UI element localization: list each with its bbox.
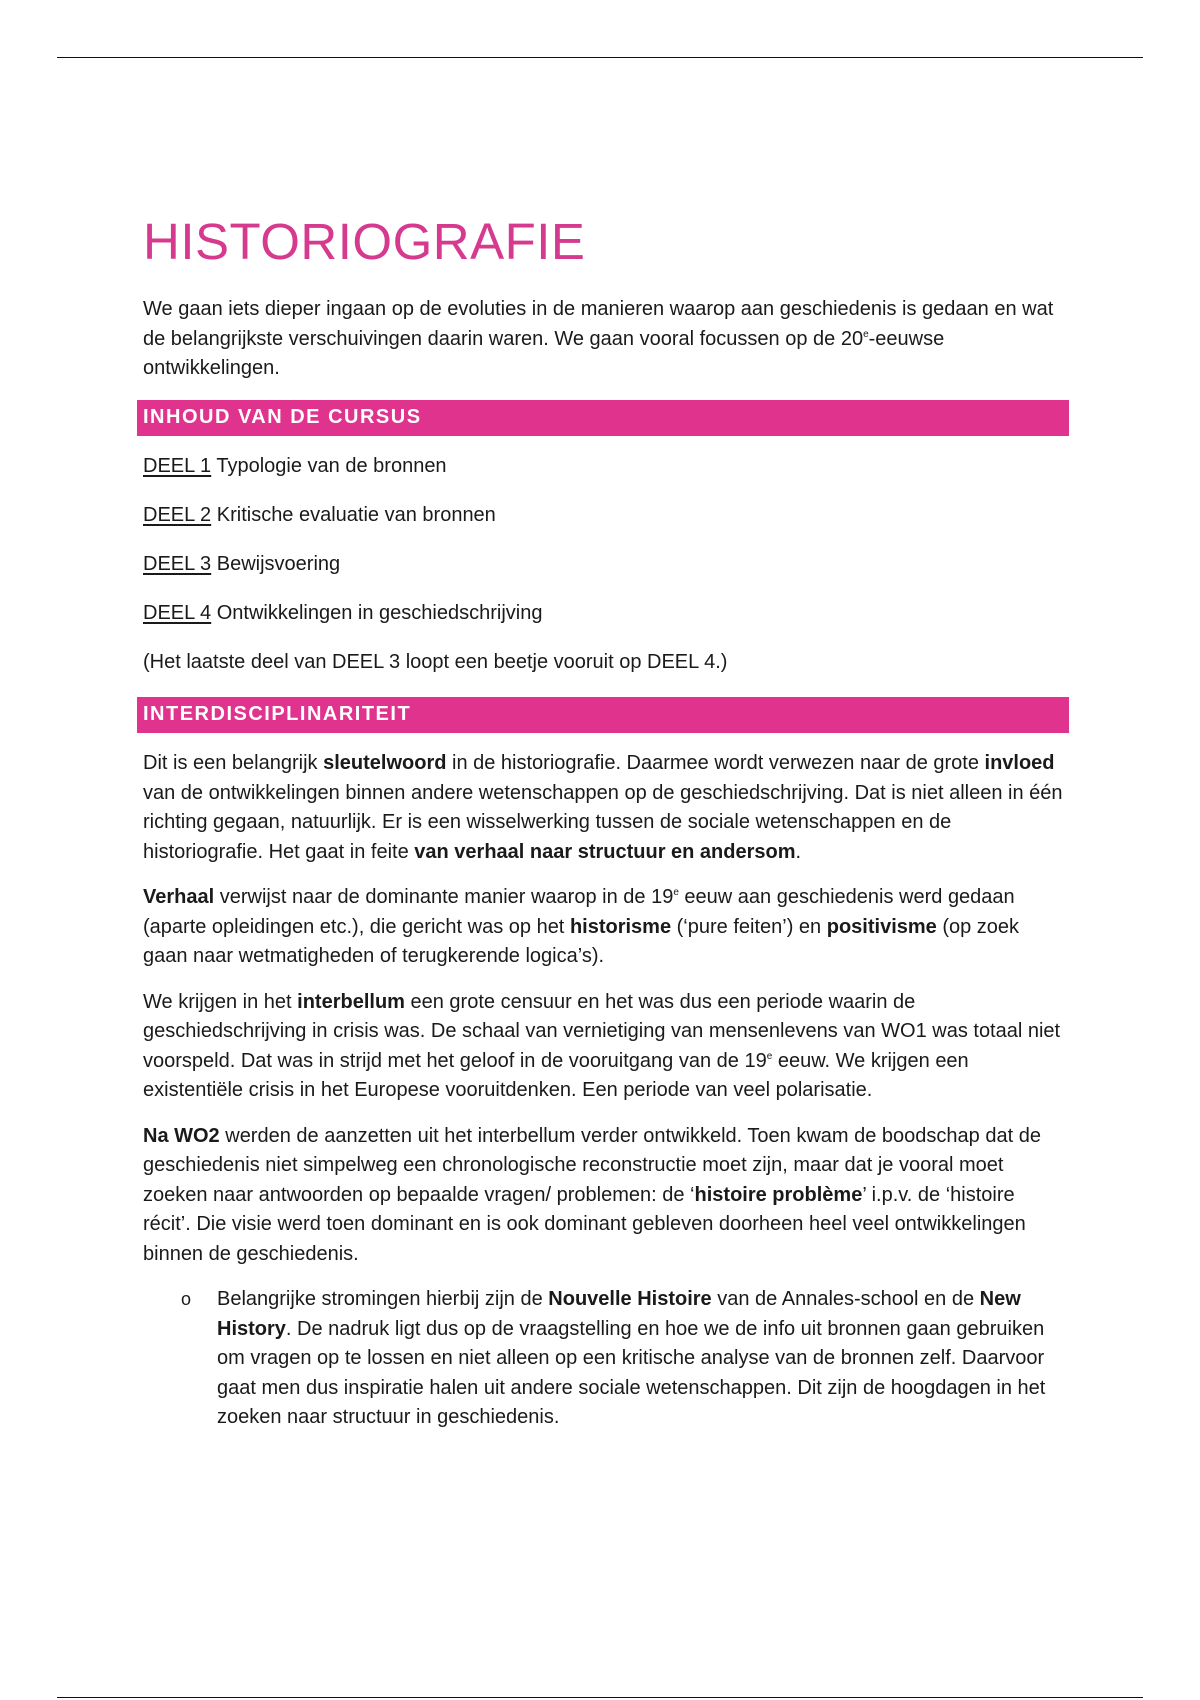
intro-paragraph: We gaan iets dieper ingaan op de evoluties in de manieren waarop aan geschiedenis is gedaan en wat de belangrijkste verschuivingen daarin waren. We gaan vooral focussen op de 20e-eeuwse ontwikkelingen. [143, 298, 1054, 379]
paragraph-interbellum: We krijgen in het interbellum een grote censuur en het was dus een periode waarin de geschiedschrijving in crisis was. De schaal van vernietiging van mensenlevens van WO1 was totaal niet voorspeld. Dat was in strijd met het geloof in de vooruitgang van de 19e eeuw. We krijgen een existentiële crisis in het Europese vooruitdenken. Een periode van veel polarisatie. [143, 990, 1061, 1101]
section-heading-interdisciplinarity: INTERDISCIPLINARITEIT [137, 697, 1069, 733]
course-part-3: DEEL 3 Bewijsvoering [143, 552, 341, 575]
page-title: HISTORIOGRAFIE [143, 213, 586, 270]
paragraph-na-wo2: Na WO2 werden de aanzetten uit het interbellum verder ontwikkeld. Toen kwam de boodschap dat de geschiedenis niet simpelweg een chronologische reconstructie moet zijn, maar dat je vooral moet zoeken naar antwoorden op bepaalde vragen/ problemen: de ‘histoire problème’ i.p.v. de ‘histoire récit’. Die visie werd toen dominant en is ook dominant gebleven doorheen heel veel ontwikkelingen binnen de geschiedenis. [143, 1124, 1041, 1265]
bullet-circle-icon: o [181, 1289, 192, 1309]
course-part-4: DEEL 4 Ontwikkelingen in geschiedschrijving [143, 601, 543, 624]
course-note: (Het laatste deel van DEEL 3 loopt een beetje vooruit op DEEL 4.) [143, 650, 728, 673]
course-part-2: DEEL 2 Kritische evaluatie van bronnen [143, 503, 496, 526]
section-heading-course-content: INHOUD VAN DE CURSUS [137, 400, 1069, 436]
course-part-1: DEEL 1 Typologie van de bronnen [143, 454, 447, 477]
document-body [143, 212, 1063, 1449]
paragraph-verhaal: Verhaal verwijst naar de dominante manier waarop in de 19e eeuw aan geschiedenis werd gedaan (aparte opleidingen etc.), die gericht was op het historisme (‘pure feiten’) en positivisme (op zoek gaan naar wetmatigheden of terugkerende logica’s). [143, 886, 1020, 967]
top-rule [57, 57, 1143, 58]
list-item-stromingen: o Belangrijke stromingen hierbij zijn de Nouvelle Histoire van de Annales-school en de New History. De nadruk ligt dus op de vraagstelling en hoe we de info uit bronnen gaan gebruiken om vragen op te lossen en niet alleen op een kritische analyse van de bronnen zelf. Daarvoor gaat men dus inspiratie halen uit andere sociale wetenschappen. Dit zijn de hoogdagen in het zoeken naar structuur in geschiedenis. [143, 1285, 1063, 1433]
bottom-rule [57, 1697, 1143, 1698]
paragraph-keyword: Dit is een belangrijk sleutelwoord in de historiografie. Daarmee wordt verwezen naar de grote invloed van de ontwikkelingen binnen andere wetenschappen op de geschiedschrijving. Dat is niet alleen in één richting gegaan, natuurlijk. Er is een wisselwerking tussen de sociale wetenschappen en de historiografie. Het gaat in feite van verhaal naar structuur en andersom. [143, 752, 1063, 863]
